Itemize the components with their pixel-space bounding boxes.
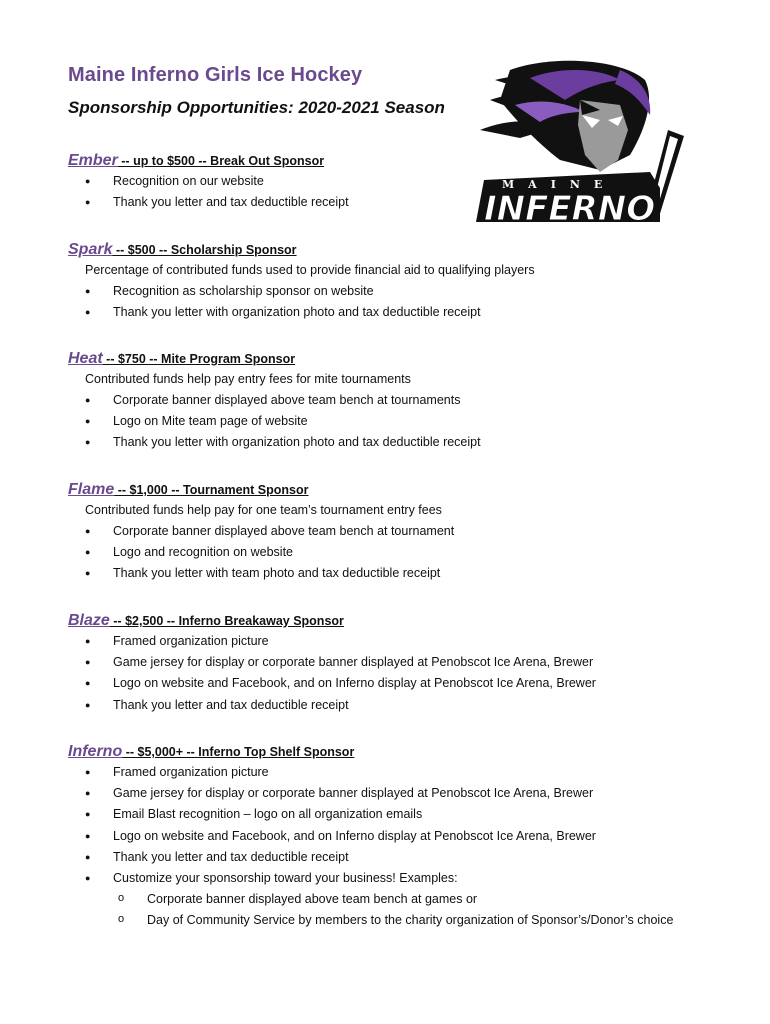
section-name: Flame [68,481,115,498]
section-name: Heat [68,350,103,367]
section-header [68,349,728,369]
list-item: ● Logo and recognition on website [68,542,728,563]
sub-list-item: o Day of Community Service by members to the charity organization of Sponsor’s/Donor’s choice [68,910,728,931]
list-item: ● Thank you letter and tax deductible receipt [68,192,728,213]
section-tier: -- $2,500 -- Inferno Breakaway Sponsor [109,614,344,628]
list-item: ● Logo on website and Facebook, and on Inferno display at Penobscot Ice Arena, Brewer [68,673,728,694]
section-blaze [68,611,728,716]
list-item: ● Logo on Mite team page of website [68,411,728,432]
bullet-list [68,281,728,323]
list-item: ● Thank you letter with organization photo and tax deductible receipt [68,302,728,323]
section-description: Contributed funds help pay for one team’s tournament entry fees [85,503,442,517]
section-inferno [68,742,728,932]
sub-list-item: o Corporate banner displayed above team bench at games or [68,889,728,910]
list-item: ● Email Blast recognition – logo on all organization emails [68,804,728,825]
section-description: Contributed funds help pay entry fees for mite tournaments [85,372,411,386]
bullet-list [68,390,728,454]
bullet-list [68,762,728,889]
section-heat [68,349,728,454]
section-header [68,240,728,260]
section-header [68,151,728,171]
section-name: Blaze [68,612,110,629]
section-ember [68,151,728,213]
section-header [68,480,728,500]
bullet-list [68,171,728,213]
list-item: ● Recognition as scholarship sponsor on website [68,281,728,302]
section-description: Percentage of contributed funds used to provide financial aid to qualifying players [85,263,535,277]
section-name: Inferno [68,743,123,760]
section-header [68,611,728,631]
section-flame [68,480,728,585]
section-tier: -- $5,000+ -- Inferno Top Shelf Sponsor [122,745,355,759]
list-item: ● Thank you letter and tax deductible receipt [68,695,728,716]
section-header [68,742,728,762]
logo-maine-text: MAINE [502,178,617,191]
list-item: ● Framed organization picture [68,762,728,783]
bullet-list [68,631,728,716]
section-spark [68,240,728,323]
list-item: ● Corporate banner displayed above team bench at tournament [68,521,728,542]
page-subtitle: Sponsorship Opportunities: 2020-2021 Season [68,98,445,117]
section-name: Spark [68,241,113,258]
section-tier: -- up to $500 -- Break Out Sponsor [117,154,325,168]
logo-inferno-text: INFERNO [484,189,656,229]
list-item: ● Game jersey for display or corporate banner displayed at Penobscot Ice Arena, Brewer [68,783,728,804]
list-item: ● Corporate banner displayed above team bench at tournaments [68,390,728,411]
list-item: ● Customize your sponsorship toward your business! Examples: [68,868,728,889]
list-item: ● Framed organization picture [68,631,728,652]
sub-bullet-list [68,889,728,931]
page-title: Maine Inferno Girls Ice Hockey [68,64,363,86]
section-tier: -- $1,000 -- Tournament Sponsor [114,483,309,497]
section-tier: -- $500 -- Scholarship Sponsor [112,243,297,257]
section-tier: -- $750 -- Mite Program Sponsor [102,352,296,366]
list-item: ● Logo on website and Facebook, and on Inferno display at Penobscot Ice Arena, Brewer [68,826,728,847]
section-name: Ember [68,152,118,169]
bullet-list [68,521,728,585]
list-item: ● Thank you letter and tax deductible receipt [68,847,728,868]
list-item: ● Thank you letter with team photo and tax deductible receipt [68,563,728,584]
list-item: ● Thank you letter with organization photo and tax deductible receipt [68,432,728,453]
list-item: ● Recognition on our website [68,171,728,192]
list-item: ● Game jersey for display or corporate banner displayed at Penobscot Ice Arena, Brewer [68,652,728,673]
